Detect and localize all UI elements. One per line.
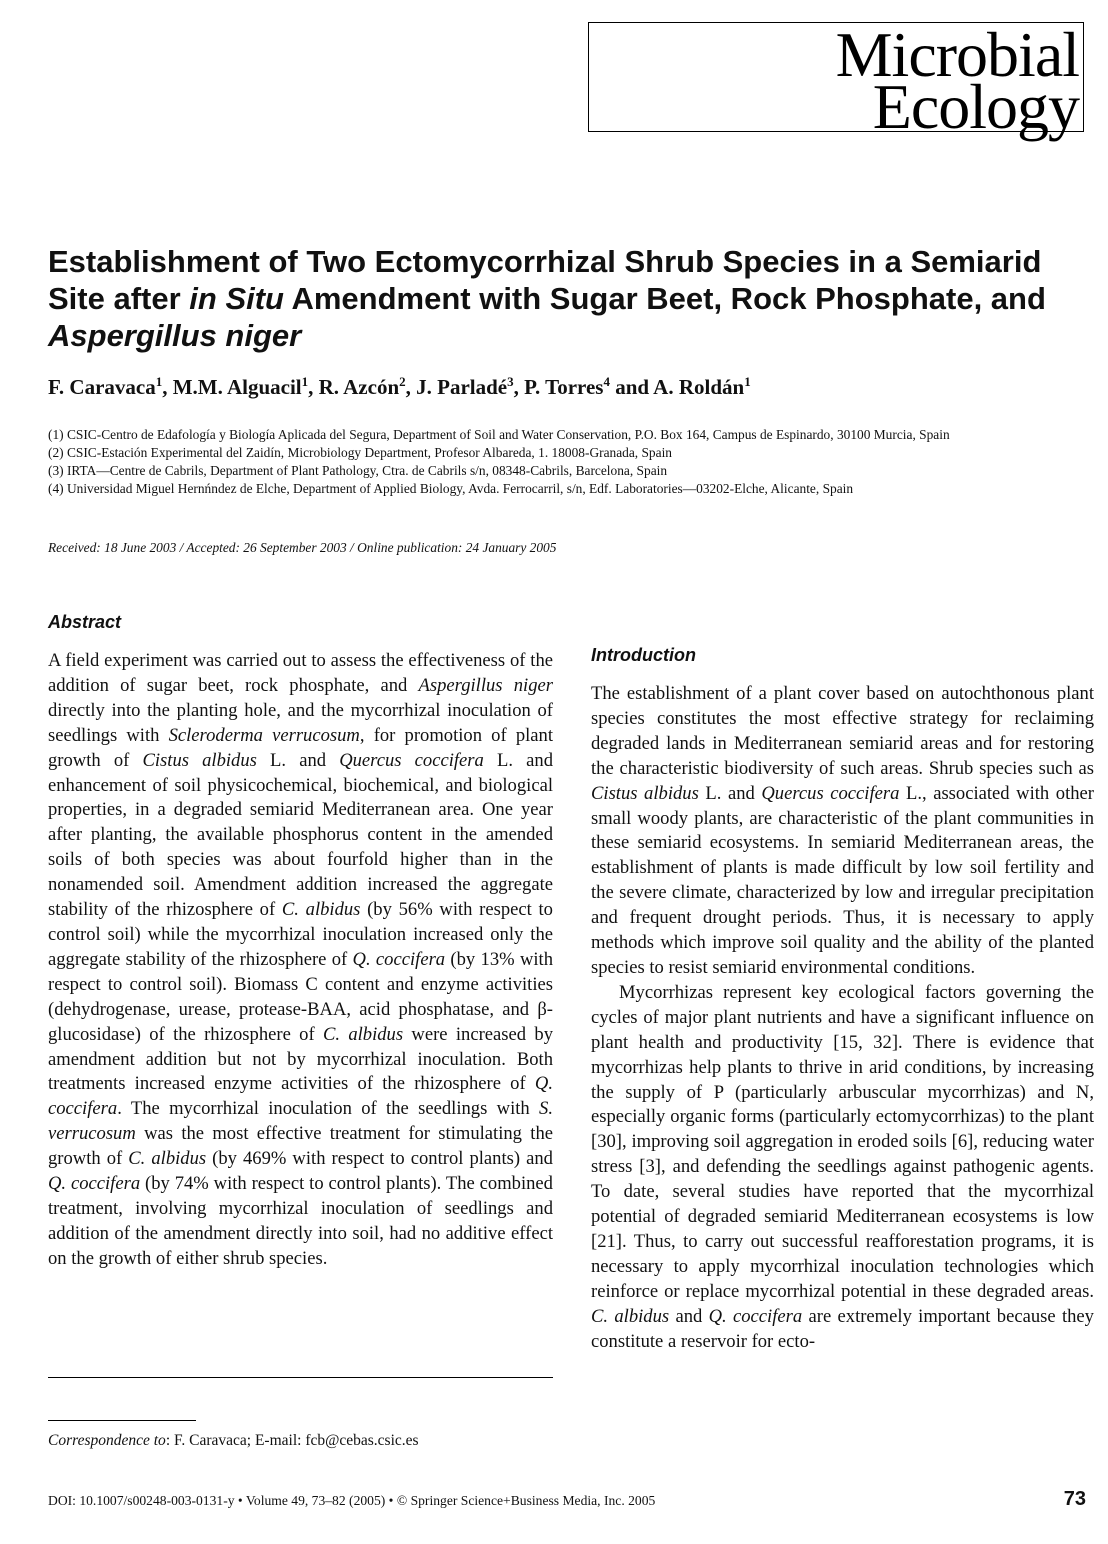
abstract-body bbox=[48, 649, 553, 1272]
italic-text-run: C. albidus bbox=[322, 1023, 404, 1045]
author-affiliation-mark: 3 bbox=[507, 374, 514, 389]
author-separator: and bbox=[609, 375, 654, 399]
author-name: J. Parladé bbox=[416, 375, 508, 399]
page-number: 73 bbox=[1063, 1488, 1086, 1510]
italic-text-run: C. albidus bbox=[281, 899, 361, 921]
introduction-paragraph bbox=[591, 682, 1094, 981]
text-run: L., associated with other small woody plants, are characteristic of the plant communities in these semiarid ecosystems. In semiarid Mediterranean areas, the establishment of plants is made difficult by low soil fertility and the severe climate, characterized by low and irregular precipitation and frequent drought periods. Thus, it is necessary to apply methods which improve soil quality and the ability of the planted species to resist semiarid environmental conditions. bbox=[591, 782, 1094, 978]
text-run: were increased by amendment addition but not by mycorrhizal inoculation. Both treatments increased enzyme activities of the rhizosphere of bbox=[48, 1023, 553, 1095]
text-run: was the most effective treatment for stimulating the growth of bbox=[48, 1123, 553, 1170]
italic-text-run: Scleroderma verrucosum bbox=[168, 724, 360, 746]
author-name: P. Torres bbox=[524, 375, 604, 399]
author-separator: , bbox=[162, 375, 173, 399]
journal-logo-line2: Ecology bbox=[872, 71, 1079, 142]
title-italic2: Aspergillus niger bbox=[48, 318, 302, 353]
title-part1: Establishment of Two Ectomycorrhizal Shrub Species in a Semiarid Site after bbox=[48, 244, 1042, 316]
italic-text-run: Q. coccifera bbox=[48, 1073, 553, 1120]
text-run: L. and bbox=[256, 749, 340, 771]
affiliations bbox=[48, 426, 1078, 498]
author-affiliation-mark: 1 bbox=[155, 374, 163, 389]
author-separator: , bbox=[308, 375, 319, 399]
italic-text-run: Quercus coccifera bbox=[761, 782, 900, 804]
italic-text-run: Aspergillus niger bbox=[418, 674, 553, 696]
journal-logo bbox=[835, 19, 1079, 142]
abstract-heading: Abstract bbox=[48, 612, 122, 632]
article-title bbox=[48, 243, 1078, 354]
author-separator: , bbox=[513, 375, 525, 399]
author-name: F. Caravaca bbox=[48, 375, 156, 399]
author-affiliation-mark: 4 bbox=[603, 374, 610, 389]
text-run: . The mycorrhizal inoculation of the seedlings with bbox=[117, 1098, 540, 1120]
author-separator: , bbox=[405, 375, 417, 399]
author-affiliation-mark: 2 bbox=[399, 374, 406, 389]
text-run: , for promotion of plant growth of bbox=[48, 724, 553, 771]
text-run: L. and bbox=[698, 782, 762, 804]
author-affiliation-mark: 1 bbox=[744, 374, 751, 389]
journal-logo-line1: Microbial bbox=[835, 19, 1079, 90]
author-list bbox=[48, 374, 1088, 400]
affiliation-3: (3) IRTA—Centre de Cabrils, Department of Plant Pathology, Ctra. de Cabrils s/n, 08348-Cabrils, Barcelona, Spain bbox=[48, 463, 668, 478]
text-run: Mycorrhizas represent key ecological factors governing the cycles of major plant nutrients and have a significant influence on plant health and productivity [15, 32]. There is evidence that mycorrhizas help plants to thrive in arid conditions, by increasing the supply of P (particularly arbuscular mycorrhizas) and N, especially organic forms (particularly ectomycorrhizas) to the plant [30], improving soil aggregation in eroded soils [6], reducing water stress [3], and defending the seedlings against pathogenic agents. To date, several studies have reported that the mycorrhizal potential of degraded semiarid Mediterranean ecosystems is low [21]. Thus, to carry out successful reafforestation programs, it is necessary to apply mycorrhizal inoculation technologies which reinforce or replace mycorrhizal potential in these degraded areas. bbox=[591, 981, 1094, 1302]
text-run: A field experiment was carried out to assess the effectiveness of the addition of sugar beet, rock phosphate, and bbox=[48, 650, 553, 696]
affiliation-4: (4) Universidad Miguel Hernńndez de Elche, Department of Applied Biology, Avda. Ferrocarril, s/n, Edf. Laboratories—03202-Elche, Alicante, Spain bbox=[48, 481, 854, 496]
italic-text-run: C. albidus bbox=[591, 1305, 670, 1327]
italic-text-run: S. verrucosum bbox=[48, 1098, 553, 1145]
italic-text-run: C. albidus bbox=[128, 1148, 207, 1170]
correspondence-label: Correspondence to bbox=[48, 1432, 166, 1449]
abstract-divider bbox=[48, 1377, 553, 1378]
author-affiliation-mark: 1 bbox=[301, 374, 309, 389]
text-run: (by 469% with respect to control plants) and bbox=[206, 1148, 553, 1170]
italic-text-run: Cistus albidus bbox=[591, 782, 699, 804]
text-run: L. and enhancement of soil physicochemical, biochemical, and biological properties, in a degraded semiarid Mediterranean area. One year after planting, the available phosphorus content in the amended soils of both species was about fourfold higher than in the nonamended soil. Amendment addition increased the aggregate stability of the rhizosphere of bbox=[48, 749, 553, 921]
affiliation-2: (2) CSIC-Estación Experimental del Zaidín, Microbiology Department, Profesor Albareda, 1. 18008-Granada, Spain bbox=[48, 445, 672, 460]
introduction-heading: Introduction bbox=[591, 645, 696, 665]
author-name: M.M. Alguacil bbox=[172, 375, 302, 399]
introduction-paragraph bbox=[591, 981, 1094, 1355]
author-name: A. Roldán bbox=[653, 375, 745, 399]
footnote-divider bbox=[48, 1420, 196, 1421]
italic-text-run: Q. coccifera bbox=[708, 1305, 803, 1327]
text-run: and bbox=[669, 1305, 709, 1327]
text-run: (by 74% with respect to control plants). The combined treatment, involving mycorrhizal inoculation of seedlings and addition of the amendment directly into soil, had no additive effect on the growth of either shrub species. bbox=[48, 1173, 553, 1269]
affiliation-1: (1) CSIC-Centro de Edafología y Biología Aplicada del Segura, Department of Soil and Water Conservation, P.O. Box 164, Campus de Espinardo, 30100 Murcia, Spain bbox=[48, 427, 950, 442]
italic-text-run: Cistus albidus bbox=[142, 749, 257, 771]
text-run: are extremely important because they constitute a reservoir for ecto- bbox=[591, 1305, 1094, 1352]
text-run: directly into the planting hole, and the mycorrhizal inoculation of seedlings with bbox=[48, 699, 553, 746]
journal-logo-box bbox=[588, 19, 1084, 142]
publication-dates: Received: 18 June 2003 / Accepted: 26 September 2003 / Online publication: 24 January 2005 bbox=[48, 540, 557, 555]
italic-text-run: Quercus coccifera bbox=[339, 749, 484, 771]
correspondence-note bbox=[48, 1432, 419, 1450]
title-part2: Amendment with Sugar Beet, Rock Phosphate, and bbox=[284, 281, 1046, 316]
correspondence-text: : F. Caravaca; E-mail: fcb@cebas.csic.es bbox=[165, 1432, 419, 1449]
text-run: (by 13% with respect to control soil). Biomass C content and enzyme activities (dehydrogenase, urease, protease-BAA, acid phosphatase, and β-glucosidase) of the rhizosphere of bbox=[48, 948, 553, 1045]
introduction-body bbox=[591, 682, 1094, 1354]
text-run: (by 56% with respect to control soil) while the mycorrhizal inoculation increased only the aggregate stability of the rhizosphere of bbox=[48, 899, 553, 970]
page-footer: DOI: 10.1007/s00248-003-0131-y • Volume 49, 73–82 (2005) • © Springer Science+Business Media, Inc. 2005 bbox=[48, 1493, 656, 1508]
author-name: R. Azcón bbox=[318, 375, 400, 399]
italic-text-run: Q. coccifera bbox=[352, 948, 446, 970]
abstract-paragraph bbox=[48, 649, 553, 1272]
title-italic1: in Situ bbox=[189, 281, 284, 316]
text-run: The establishment of a plant cover based on autochthonous plant species constitutes the most effective strategy for reclaiming degraded lands in Mediterranean semiarid areas and for restoring the characteristic biodiversity of such areas. Shrub species such as bbox=[591, 683, 1094, 779]
italic-text-run: Q. coccifera bbox=[48, 1173, 141, 1195]
